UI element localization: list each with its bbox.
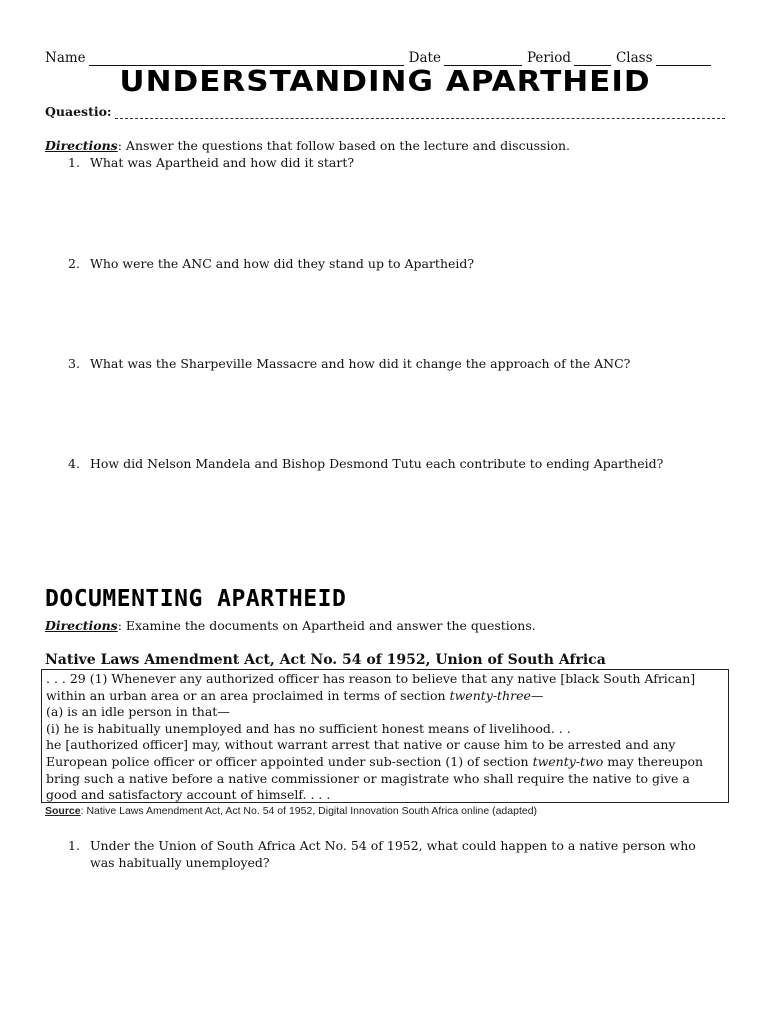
class-label: Class [615,50,653,66]
question-number: 2. [68,256,80,271]
excerpt-paragraph-2: (a) is an idle person in that— [46,704,230,720]
question-text: What was the Sharpeville Massacre and how did it change the approach of the ANC? [90,356,631,371]
document-excerpt-box [41,669,729,803]
question-text: How did Nelson Mandela and Bishop Desmond Tutu each contribute to ending Apartheid? [90,456,664,471]
question-text: Under the Union of South Africa Act No. 54 of 1952, what could happen to a native person who was habitually unemployed? [90,838,696,870]
directions-text: : Answer the questions that follow based on the lecture and discussion. [117,138,570,153]
period-blank[interactable] [574,51,611,66]
excerpt-paragraph-1 [46,671,724,704]
question-number: 1. [68,155,80,170]
excerpt-italic: twenty-two [532,753,604,769]
period-label: Period [526,50,571,66]
source-text: : Native Laws Amendment Act, Act No. 54 of 1952, Digital Innovation South Africa online (adapted) [80,805,538,817]
directions-text: : Examine the documents on Apartheid and answer the questions. [117,618,536,633]
question-number: 4. [68,456,80,471]
worksheet-title: UNDERSTANDING APARTHEID [119,65,651,99]
document-title: Native Laws Amendment Act, Act No. 54 of 1952, Union of South Africa [45,652,606,668]
directions-documents [45,618,536,633]
source-label: Source [45,805,81,817]
class-blank[interactable] [656,51,711,66]
question-text: What was Apartheid and how did it start? [90,155,355,170]
name-label: Name [45,50,86,66]
quaestio-label: Quaestio: [45,104,112,119]
excerpt-text: . . . 29 (1) Whenever any authorized officer has reason to believe that any native [black South African] within an urban area or an area proclaimed in terms of section [46,671,696,703]
excerpt-paragraph-4 [46,737,724,803]
document-source [45,805,537,817]
question-2 [68,255,708,272]
question-text: Who were the ANC and how did they stand up to Apartheid? [90,256,475,271]
directions-lecture [45,138,570,153]
excerpt-text: may thereupon bring such a native before a native commissioner or magistrate who shall require the native to give a good and satisfactory account of himself. . . . [46,753,704,803]
student-info-header [45,46,725,66]
quaestio-row [45,104,725,119]
directions-label: Directions [45,138,118,153]
section-title: DOCUMENTING APARTHEID [45,586,347,612]
question-1 [68,154,708,171]
quaestio-blank[interactable] [115,106,725,119]
excerpt-text: he [authorized officer] may, without warrant arrest that native or cause him to be arrested and any European police officer or officer appointed under sub-section (1) of section [46,737,676,769]
name-blank[interactable] [89,51,404,66]
question-3 [68,355,708,372]
question-number: 3. [68,356,80,371]
excerpt-italic: twenty-three [449,687,531,703]
excerpt-paragraph-3: (i) he is habitually unemployed and has no sufficient honest means of livelihood. . . [46,720,571,736]
directions-label: Directions [45,618,118,633]
excerpt-text: — [530,687,544,703]
date-label: Date [408,50,441,66]
question-number: 1. [68,838,80,853]
document-question-1 [68,837,708,871]
question-4 [68,455,708,472]
date-blank[interactable] [444,51,522,66]
